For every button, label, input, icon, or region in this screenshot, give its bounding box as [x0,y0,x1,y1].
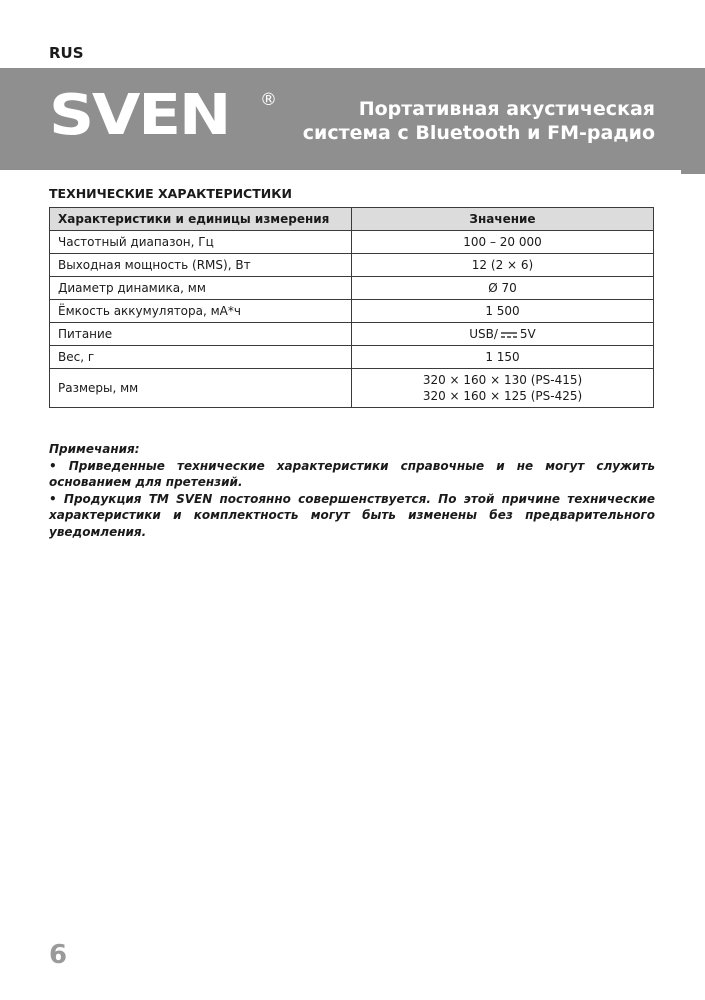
value-cell [352,369,654,408]
param-cell: Ёмкость аккумулятора, мА*ч [50,300,352,323]
power-voltage-label: 5V [519,327,536,341]
table-row [50,277,654,300]
param-cell: Питание [50,323,352,346]
note-item: • Приведенные технические характеристики справочные и не могут служить основанием для претензий. [49,458,655,489]
sven-logo: SVEN [49,83,230,148]
value-cell: Ø 70 [352,277,654,300]
param-cell: Размеры, мм [50,369,352,408]
language-label: RUS [49,44,84,62]
page-number: 6 [49,940,68,970]
product-title: Портативная акустическая система с Bluetooth и FM-радио [302,98,655,144]
dimensions-ps425: 320 × 160 × 125 (PS-425) [422,389,583,403]
value-cell [352,323,654,346]
notes-block [49,441,655,540]
section-title: ТЕХНИЧЕСКИЕ ХАРАКТЕРИСТИКИ [49,186,292,201]
value-cell: 1 150 [352,346,654,369]
table-row [50,300,654,323]
note-item: • Продукция ТМ SVEN постоянно совершенствуется. По этой причине технические характеристики и комплектность могут быть изменены без предварительного уведомления. [49,491,655,539]
notes-title: Примечания: [49,442,140,456]
param-cell: Частотный диапазон, Гц [50,231,352,254]
registered-mark: ® [260,90,277,110]
dimensions-ps415: 320 × 160 × 130 (PS-415) [422,373,583,387]
specs-table [49,207,654,408]
param-cell: Вес, г [50,346,352,369]
column-header-value: Значение [352,208,654,231]
header-accent [681,170,705,174]
value-cell: 1 500 [352,300,654,323]
table-row [50,369,654,408]
value-cell: 100 – 20 000 [352,231,654,254]
value-cell: 12 (2 × 6) [352,254,654,277]
table-row [50,231,654,254]
param-cell: Диаметр динамика, мм [50,277,352,300]
table-row [50,254,654,277]
param-cell: Выходная мощность (RMS), Вт [50,254,352,277]
table-row [50,323,654,346]
dc-current-icon [500,331,518,339]
table-header-row [50,208,654,231]
table-row [50,346,654,369]
column-header-param: Характеристики и единицы измерения [50,208,352,231]
power-usb-label: USB/ [469,327,498,341]
